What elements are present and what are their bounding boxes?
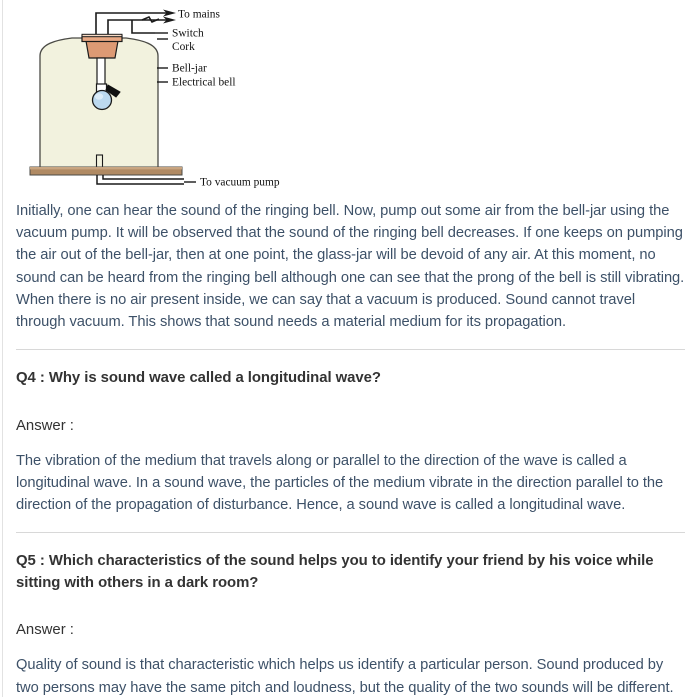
answer-text-q5: Quality of sound is that characteristic which helps us identify a particular person. Sound produced by two persons may have the same pitch and loudness, but the quality of the two sounds will be different. <box>16 657 674 696</box>
section-divider <box>16 532 685 533</box>
label-cork: Cork <box>172 41 195 53</box>
intro-paragraph: Initially, one can hear the sound of the ringing bell. Now, pump out some air from the bell-jar using the vacuum pump. It will be observed that the sound of the ringing bell decreases. If one keeps on pumping the air out of the bell-jar, then at one point, the glass-jar will be devoid of any air. At this moment, no sound can be heard from the ringing bell although one can see that the prong of the bell is still vibrating. When there is no air present inside, we can say that a vacuum is produced. Sound cannot travel through vacuum. This shows that sound needs a material medium for its propagation. <box>16 203 685 331</box>
question-heading-q5 <box>16 551 685 594</box>
label-bell-jar: Bell-jar <box>172 62 207 75</box>
answer-text-q4: The vibration of the medium that travels along or parallel to the direction of the wave is called a longitudinal wave. In a sound wave, the particles of the medium vibrate in the direction parallel to the direction of the propagation of disturbance. Hence, a sound wave is called a longitudinal wave. <box>16 452 664 514</box>
question-heading-q4 <box>16 368 685 390</box>
answer-label-q4: Answer : <box>16 417 74 434</box>
question-number-q5: Q5 : <box>16 553 49 570</box>
label-to-vacuum-pump: To vacuum pump <box>200 176 280 189</box>
label-to-mains: To mains <box>178 8 220 21</box>
bell-jar-diagram <box>16 0 346 192</box>
answer-label-q5: Answer : <box>16 622 74 639</box>
question-number-q4: Q4 : <box>16 370 49 387</box>
question-text-q5: Which characteristics of the sound helps you to identify your friend by his voice while sitting with others in a dark room? <box>16 553 654 591</box>
label-electrical-bell: Electrical bell <box>172 76 236 89</box>
section-divider <box>16 349 685 350</box>
label-switch: Switch <box>172 27 204 40</box>
question-text-q4: Why is sound wave called a longitudinal wave? <box>48 370 381 387</box>
